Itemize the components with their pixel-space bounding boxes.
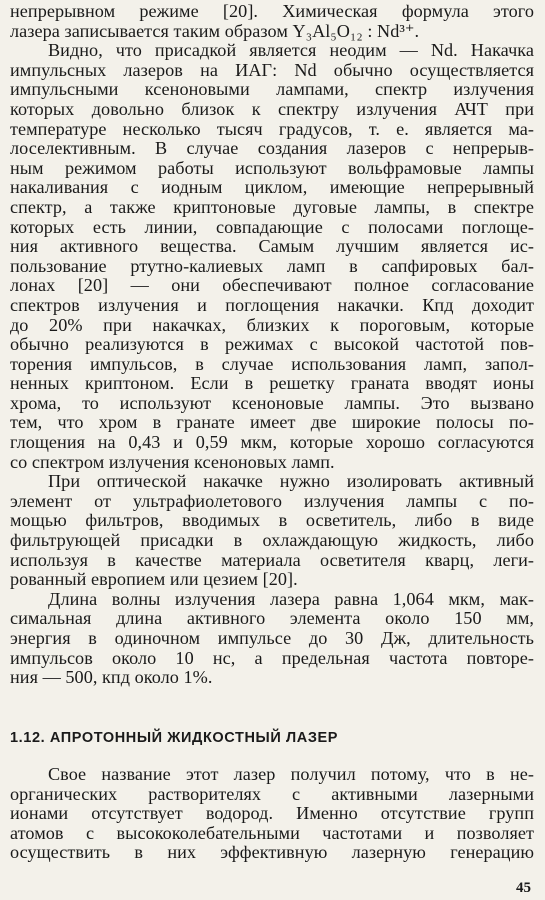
text-line: осуществить в них эффективную лазерную генерацию — [10, 842, 534, 863]
text-line: до 20% при накачках, близких к пороговым, которые — [10, 314, 534, 335]
text-line: Видно, что присадкой является неодим — Nd. Накачка — [48, 40, 534, 61]
text-line: спектр, а также криптоновые дуговые лампы, в спектре — [10, 196, 534, 217]
text-line: элемент от ультрафиолетового излучения лампы с по- — [10, 490, 534, 511]
text-line: обычно реализуются в режимах с высокой частотой пов- — [10, 334, 534, 355]
text-line: спектров излучения и поглощения накачки. Кпд доходит — [10, 294, 534, 315]
text-line: пользование ртутно-калиевых ламп в сапфировых бал- — [10, 255, 534, 276]
text-line: хрома, то используют ксеноновые лампы. Это вызвано — [10, 392, 534, 413]
text-line: непрерывном режиме [20]. Химическая формула этого — [10, 1, 534, 21]
text-line: тем, что хром в гранате имеет две широкие полосы по- — [10, 412, 534, 433]
text-line: импульсов около 10 нс, а предельная частота повторе- — [10, 647, 534, 668]
section-heading: 1.12. АПРОТОННЫЙ ЖИДКОСТНЫЙ ЛАЗЕР — [10, 730, 339, 746]
text-line: которых есть линии, совпадающие с полосами поглоще- — [10, 216, 534, 237]
text-line: лазера записывается таким образом Y₃Al₅O₁₂ : Nd³⁺. — [10, 20, 420, 41]
text-line: накаливания с иодным циклом, имеющие непрерывный — [10, 177, 534, 198]
text-line: лонах [20] — они обеспечивают полное согласование — [10, 275, 534, 296]
text-line: атомов с высококолебательными частотами и позволяет — [10, 822, 534, 843]
text-line: импульсных лазеров на ИАГ: Nd обычно осуществляется — [10, 59, 534, 80]
text-line: симальная длина активного элемента около 150 мм, — [10, 608, 534, 629]
text-line: рованный европием или цезием [20]. — [10, 569, 298, 590]
text-line: используя в качестве материала осветителя кварц, леги- — [10, 549, 534, 570]
body-text — [10, 2, 534, 688]
text-line: Длина волны излучения лазера равна 1,064 мкм, мак- — [48, 588, 534, 609]
text-line: которых довольно близок к спектру излучения АЧТ при — [10, 98, 534, 119]
text-line: ния — 500, кпд около 1%. — [10, 667, 213, 688]
page-number: 45 — [516, 880, 531, 896]
text-line: ным режимом работы используют вольфрамовые лампы — [10, 157, 534, 178]
text-line: Свое название этот лазер получил потому, что в не- — [48, 764, 534, 784]
text-line: ния активного вещества. Самым лучшим является ис- — [10, 236, 534, 257]
text-line: импульсными ксеноновыми лампами, спектр излучения — [10, 79, 534, 100]
text-line: ненных криптоном. Если в решетку граната вводят ионы — [10, 373, 534, 394]
text-line: мощью фильтров, вводимых в осветитель, либо в виде — [10, 510, 534, 531]
text-line: фильтрующей присадки в охлаждающую жидкость, либо — [10, 530, 534, 551]
text-line: со спектром излучения ксеноновых ламп. — [10, 451, 335, 472]
text-line: торения импульсов, в случае использования ламп, запол- — [10, 353, 534, 374]
text-line: глощения на 0,43 и 0,59 мкм, которые хорошо согласуются — [10, 432, 534, 453]
text-line: температуре несколько тысяч градусов, т. е. является ма- — [10, 118, 534, 139]
text-line: ионами отсутствует водород. Именно отсутствие групп — [10, 803, 534, 824]
section-body-text — [10, 765, 534, 863]
text-line: органических растворителях с активными лазерными — [10, 783, 534, 804]
text-line: энергия в одиночном импульсе до 30 Дж, длительность — [10, 628, 534, 648]
text-line: лоселективным. В случае создания лазеров с непрерыв- — [10, 138, 534, 159]
text-line: При оптической накачке нужно изолировать активный — [48, 471, 534, 492]
